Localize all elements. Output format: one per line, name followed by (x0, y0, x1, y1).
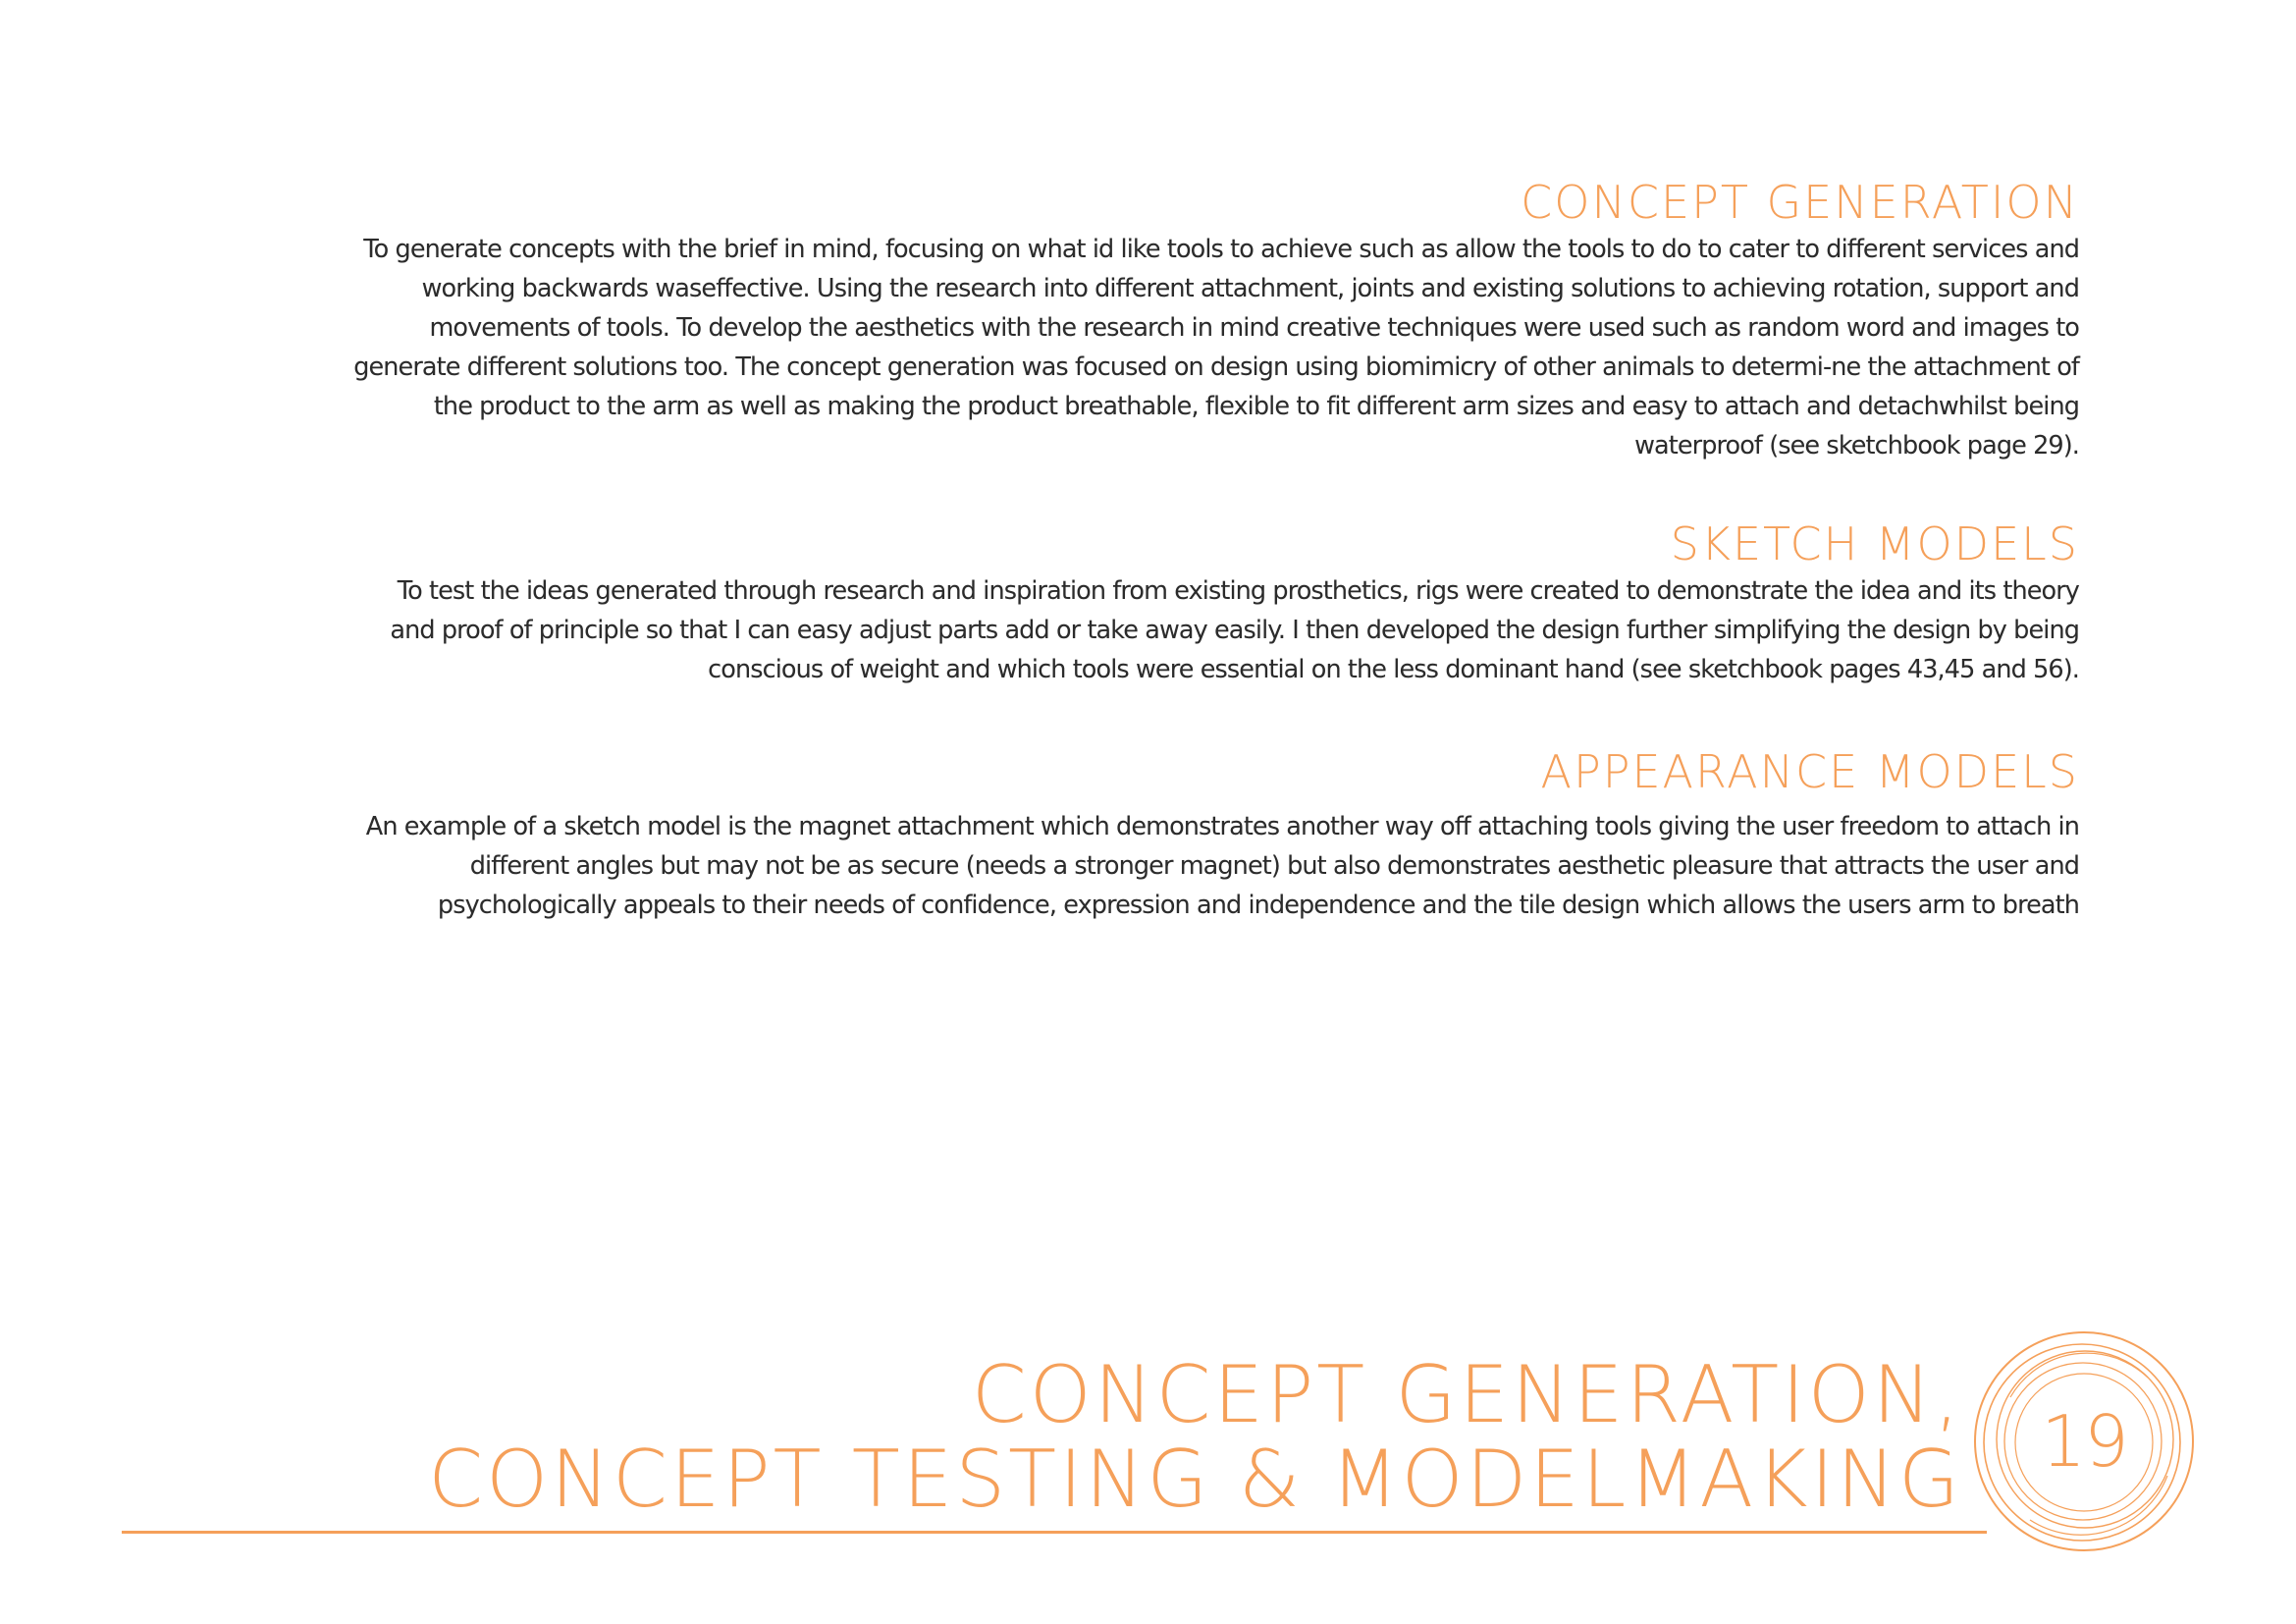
main-content (353, 175, 2079, 925)
footer-title-line-1: CONCEPT GENERATION, (971, 1349, 1962, 1440)
section-body: To generate concepts with the brief in mind, focusing on what id like tools to achieve such as allow the tools to do to cater to different services and working backwards waseffective. Using the research into different attachment, joints and existing solutions to achieving rotation, support and movements of tools. To develop the aesthetics with the research in mind creative techniques were used such as random word and images to generate different solutions too. The concept generation was focused on design using biomimicry of other animals to determi-ne the attachment of the product to the arm as well as making the product breathable, flexible to fit different arm sizes and easy to attach and detachwhilst being waterproof (see sketchbook page 29). (353, 235, 2079, 460)
page-number: 19 (2041, 1400, 2127, 1483)
section-concept-generation (353, 175, 2079, 465)
section-sketch-models (353, 516, 2079, 689)
section-heading: CONCEPT GENERATION (1521, 176, 2079, 229)
footer-chapter-title (428, 1349, 1962, 1525)
footer-rule (122, 1531, 1987, 1534)
footer-title-line-2: CONCEPT TESTING & MODELMAKING (428, 1434, 1962, 1525)
section-appearance-models (353, 744, 2079, 925)
section-body: To test the ideas generated through research and inspiration from existing prosthetics, rigs were created to demonstrate the idea and its theory and proof of principle so that I can easy adjust parts add or take away easily. I then developed the design further simplifying the design by being conscious of weight and which tools were essential on the less dominant hand (see sketchbook pages 43,45 and 56). (390, 576, 2079, 684)
section-heading: APPEARANCE MODELS (1540, 745, 2079, 798)
section-heading: SKETCH MODELS (1670, 517, 2079, 570)
section-body: An example of a sketch model is the magnet attachment which demonstrates another way off attaching tools giving the user freedom to attach in different angles but may not be as secure (needs a stronger magnet) but also demonstrates aesthetic pleasure that attracts the user and psychologically appeals to their needs of confidence, expression and independence and the tile design which allows the users arm to breath (365, 812, 2079, 920)
